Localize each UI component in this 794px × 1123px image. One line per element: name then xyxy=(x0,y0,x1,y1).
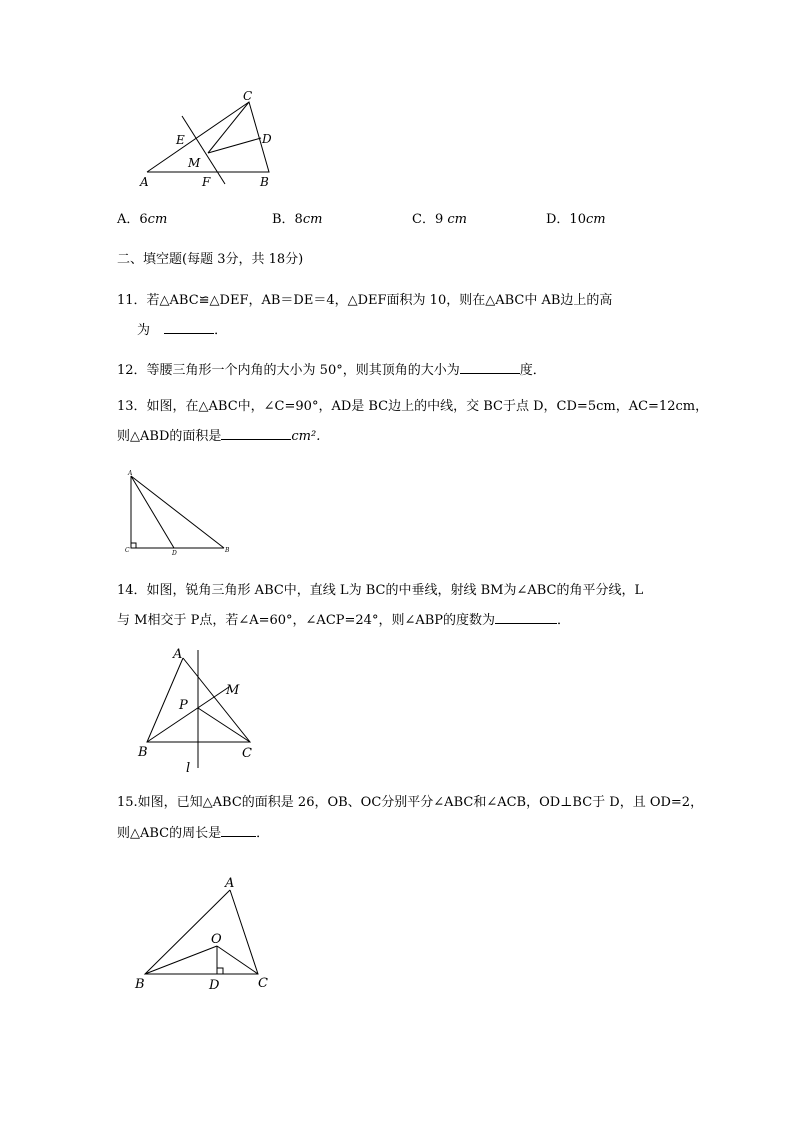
answer-blank-12[interactable] xyxy=(460,359,520,374)
label-m: M xyxy=(188,156,201,170)
label-c: C xyxy=(242,746,252,761)
option-d-unit: cm xyxy=(585,212,606,227)
option-a-value: A．6 xyxy=(117,212,148,227)
triangle-abc xyxy=(145,890,258,974)
q15-prefix: 则△ABC的周长是 xyxy=(117,826,222,841)
label-d: D xyxy=(262,132,272,146)
option-b-value: B．8 xyxy=(272,212,303,227)
median-ad xyxy=(131,476,174,548)
label-b: B xyxy=(225,547,230,554)
triangle-abc xyxy=(147,102,269,172)
figure-q13 xyxy=(120,466,240,558)
option-a[interactable] xyxy=(117,211,167,229)
label-o: O xyxy=(211,932,222,947)
figure-q10 xyxy=(130,90,290,195)
label-e: E xyxy=(176,133,185,147)
label-b: B xyxy=(138,745,148,760)
q12-prefix: 12．等腰三角形一个内角的大小为 50°，则其顶角的大小为 xyxy=(117,363,460,378)
label-a: A xyxy=(225,876,235,891)
label-p: P xyxy=(179,698,188,713)
option-a-unit: cm xyxy=(147,212,168,227)
label-d: D xyxy=(209,978,220,993)
q12-suffix: 度． xyxy=(519,363,546,378)
question-14-line2 xyxy=(117,609,570,630)
question-11-line2 xyxy=(137,319,227,340)
label-a: A xyxy=(128,470,133,477)
answer-blank-13[interactable] xyxy=(221,425,291,440)
label-a: A xyxy=(140,175,149,189)
question-12 xyxy=(117,359,546,380)
label-c: C xyxy=(243,90,253,103)
segment-cm xyxy=(208,102,249,153)
segment-ob xyxy=(145,946,217,974)
side-ab xyxy=(131,476,224,548)
label-a: A xyxy=(173,647,183,662)
label-b: B xyxy=(260,175,269,189)
q13-prefix: 则△ABD的面积是 xyxy=(117,429,222,444)
answer-blank-15[interactable] xyxy=(221,822,256,837)
option-d-value: D．10 xyxy=(546,212,586,227)
figure-q14 xyxy=(130,642,270,777)
segment-md xyxy=(208,138,261,153)
section-heading: 二、填空题(每题 3分，共 18分) xyxy=(117,252,304,267)
option-d[interactable] xyxy=(546,211,606,229)
question-11-line1: 11．若△ABC≌△DEF，AB＝DE＝4，△DEF面积为 10，则在△ABC中 AB边上的高 xyxy=(117,293,613,308)
label-m: M xyxy=(226,683,240,698)
q15-suffix: ． xyxy=(256,826,270,841)
question-15-line1: 15.如图，已知△ABC的面积是 26，OB、OC分别平分∠ABC和∠ACB，OD⊥BC于 D，且 OD=2， xyxy=(117,795,704,810)
option-b[interactable] xyxy=(272,211,322,229)
q13-unit: cm². xyxy=(291,429,321,444)
q14-prefix: 与 M相交于 P点，若∠A=60°，∠ACP=24°，则∠ABP的度数为 xyxy=(117,613,496,628)
q11-prefix: 为 xyxy=(137,323,155,338)
question-13-line2 xyxy=(117,425,320,446)
label-f: F xyxy=(202,175,211,189)
option-c-value: C．9 xyxy=(412,212,448,227)
answer-blank-11[interactable] xyxy=(164,319,214,334)
option-c-unit: cm xyxy=(447,212,467,227)
label-l: l xyxy=(186,761,191,776)
label-b: B xyxy=(135,977,145,992)
question-13-line1: 13．如图，在△ABC中，∠C=90°，AD是 BC边上的中线，交 BC于点 D，CD=5cm，AC=12cm， xyxy=(117,399,709,414)
option-b-unit: cm xyxy=(302,212,323,227)
label-c: C xyxy=(125,547,130,554)
right-angle-mark xyxy=(217,968,223,974)
right-angle-mark xyxy=(131,543,136,548)
question-15-line2 xyxy=(117,822,269,843)
figure-q15 xyxy=(128,868,278,993)
label-c: C xyxy=(258,976,268,991)
q11-suffix: ． xyxy=(214,323,228,338)
question-14-line1: 14．如图，锐角三角形 ABC中，直线 L为 BC的中垂线，射线 BM为∠ABC的角平分线，L xyxy=(117,583,644,598)
option-c[interactable] xyxy=(412,211,467,229)
answer-blank-14[interactable] xyxy=(495,609,557,624)
q14-suffix: ． xyxy=(557,613,571,628)
segment-pc xyxy=(198,708,250,742)
label-d: D xyxy=(172,550,177,557)
